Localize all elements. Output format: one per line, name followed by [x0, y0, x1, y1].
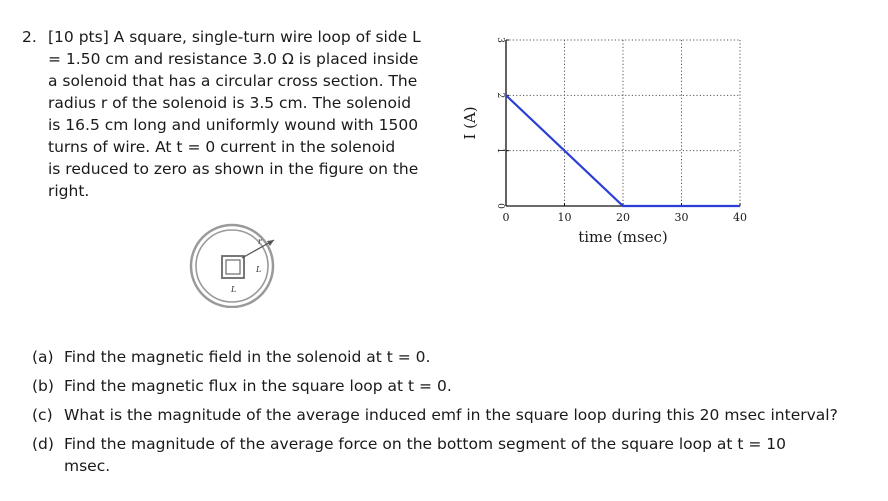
- x-tick-label: 30: [674, 211, 689, 224]
- question-c: [32, 404, 838, 426]
- square-loop-outer: [222, 256, 244, 278]
- x-tick-label: 20: [616, 211, 630, 224]
- question-d: [32, 433, 786, 455]
- question-text: Find the magnetic field in the solenoid at t = 0.: [64, 348, 431, 366]
- question-text: Find the magnitude of the average force on the bottom segment of the square loop at t = 10: [64, 435, 787, 453]
- question-a: [32, 346, 430, 368]
- side-label-bottom: L: [231, 285, 237, 294]
- side-label-right: L: [256, 265, 262, 274]
- question-text: msec.: [64, 457, 111, 475]
- problem-line: [10 pts] A square, single-turn wire loop of side L: [48, 28, 421, 46]
- question-label: (d): [32, 435, 54, 453]
- question-text: What is the magnitude of the average induced emf in the square loop during this 20 msec interval?: [64, 406, 838, 424]
- chart-svg: [455, 28, 775, 258]
- x-tick-label: 10: [557, 211, 572, 224]
- question-label: (a): [32, 348, 54, 366]
- problem-line: = 1.50 cm and resistance 3.0 Ω is placed inside: [48, 50, 419, 68]
- x-tick-label: 0: [502, 211, 510, 224]
- problem-line: is reduced to zero as shown in the figure on the: [48, 160, 419, 178]
- problem-line: is 16.5 cm long and uniformly wound with 1500: [48, 116, 419, 134]
- y-tick-label: 3: [495, 37, 505, 43]
- question-d-continued: [32, 455, 110, 477]
- x-tick-label: 40: [733, 211, 747, 224]
- problem-line: a solenoid that has a circular cross section. The: [48, 72, 418, 90]
- question-label: (b): [32, 377, 54, 395]
- y-axis-label: I (A): [461, 106, 479, 140]
- y-tick-label: 2: [495, 92, 505, 99]
- y-tick-label: 0: [495, 203, 505, 209]
- square-loop-inner: [226, 260, 240, 274]
- problem-line: turns of wire. At t = 0 current in the solenoid: [48, 138, 396, 156]
- problem-line: radius r of the solenoid is 3.5 cm. The solenoid: [48, 94, 412, 112]
- problem-line: right.: [48, 182, 90, 200]
- radius-label: r: [258, 237, 262, 246]
- current-time-chart: [455, 28, 775, 258]
- problem-number: 2.: [22, 28, 37, 46]
- x-axis-label: time (msec): [578, 228, 668, 246]
- question-text: Find the magnetic flux in the square loop at t = 0.: [64, 377, 452, 395]
- y-tick-label: 1: [495, 147, 505, 154]
- solenoid-diagram: [180, 218, 290, 308]
- question-label: (c): [32, 406, 53, 424]
- question-b: [32, 375, 452, 397]
